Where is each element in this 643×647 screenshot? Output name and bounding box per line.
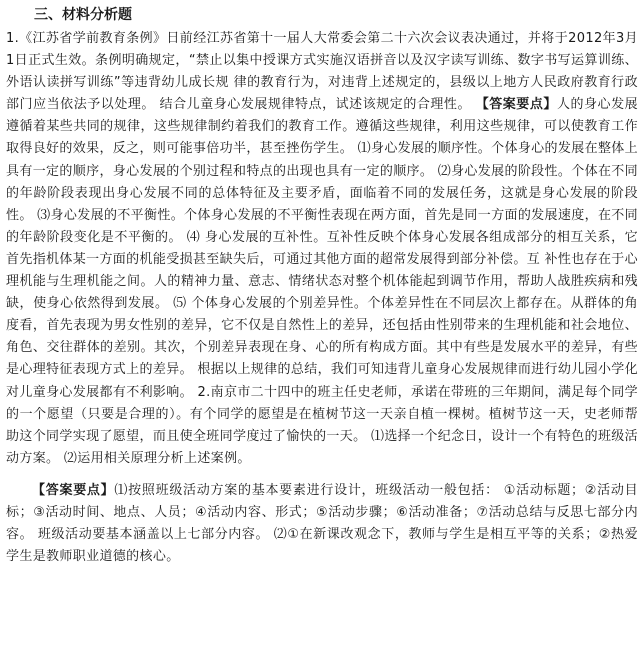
question-1-text: 《江苏省学前教育条例》日前经江苏省第十一届人大常委会第二十六次会议表决通过，并将于2012年3月1日正式生效。条例明确规定，“禁止以集中授课方式实施汉语拼音以及汉字读写训练、数字书写运算训练、外语认读拼写训练”等违背幼儿成长规 律的教育行为，对违背上述规定的，县级以上地方人民政府教育行政部门应当依法予以处理。 结合儿童身心发展规律特点，试述该规定的合理性。 <box>6 31 638 113</box>
question-2-answer-block <box>6 480 638 568</box>
question-2-number: 2. <box>197 384 211 400</box>
question-1-answer: 人的身心发展遵循着某些共同的规律，这些规律制约着我们的教育工作。遵循这些规律，利用这些规律，可以使教育工作取得良好的效果，反之，则可能事倍功半，甚至挫伤学生。 ⑴身心发展的顺序性。个体身心的发展在整体上具有一定的顺序，身心发展的个别过程和特点的出现也具有一定的顺序。 ⑵身心发展的阶段性。个体在不同的年龄阶段表现出身心发展不同的总体特征及主要矛盾，面临着不同的发展任务，这就是身心发展的阶段性。 ⑶身心发展的不平衡性。个体身心发展的不平衡性表现在两方面，首先是同一方面的发展速度，在不同的年龄阶段变化是不平衡的。 ⑷ 身心发展的互补性。互补性反映个体身心发展各组成部分的相互关系，它首先指机体某一方面的机能受损甚至缺失后，可通过其他方面的超常发展得到部分补偿。互 补性也存在于心理机能与生理机能之间。人的精神力量、意志、情绪状态对整个机体能起到调节作用，帮助人战胜疾病和残缺，使身心依然得到发展。 ⑸ 个体身心发展的个别差异性。个体差异性在不同层次上都存在。从群体的角度看，首先表现为男女性别的差异，它不仅是自然性上的差异，还包括由性别带来的生理机能和社会地位、角色、交往群体的差别。其次，个别差异表现在身、心的所有构成方面。其中有些是发展水平的差异，有些是心理特征表现方式上的差异。 根据以上规律的总结，我们可知违背儿童身心发展规律而进行幼儿园小学化对儿童身心发展都有不利影响。 <box>6 97 638 400</box>
question-1-number: 1. <box>6 31 20 46</box>
section-heading: 三、材料分析题 <box>34 7 132 23</box>
question-1-answer-label: 【答案要点】 <box>475 97 557 113</box>
question-2-answer: ⑴按照班级活动方案的基本要素进行设计，班级活动一般包括： ①活动标题；②活动目标；③活动时间、地点、人员；④活动内容、形式；⑤活动步骤；⑥活动准备；⑦活动总结与反思七部分内容。 班级活动要基本涵盖以上七部分内容。 ⑵①在新课改观念下，教师与学生是相互平等的关系；②热爱学生是教师职业道德的核心。 <box>6 482 638 565</box>
question-2-text: 南京市二十四中的班主任史老师，承诺在带班的三年期间，满足每个同学的一个愿望（只要是合理的）。有个同学的愿望是在植树节这一天亲自植一棵树。植树节这一天，史老师帮助这个同学实现了愿望，而且使全班同学度过了愉快的一天。 ⑴选择一个纪念日，设计一个有特色的班级活动方案。 ⑵运用相关原理分析上述案例。 <box>6 384 639 466</box>
document <box>6 2 638 568</box>
question-2-answer-label: 【答案要点】 <box>32 482 115 498</box>
question-1-block <box>6 28 638 470</box>
